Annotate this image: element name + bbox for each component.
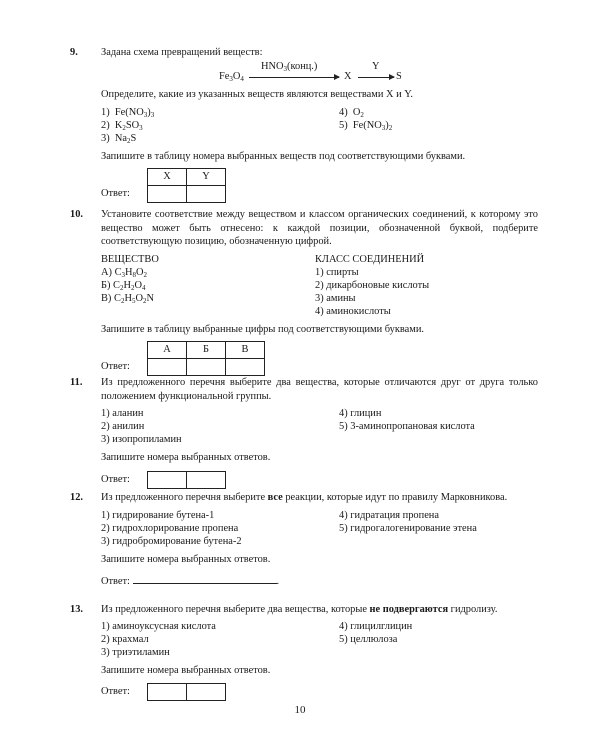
answer-row [101, 341, 538, 376]
answer-end: . [276, 576, 280, 588]
answer-cell-2[interactable] [187, 471, 226, 489]
option-5: 5) $Fe(NO_3)_2$ [339, 119, 393, 132]
match-row [101, 305, 538, 318]
answer-header-b: Б [187, 342, 226, 359]
option-row [101, 407, 538, 420]
answer-line[interactable] [133, 573, 277, 584]
scheme-arrow-2 [358, 77, 394, 78]
option-row [101, 522, 538, 535]
answer-label: Ответ: [101, 473, 130, 485]
question-number: 12. [70, 492, 83, 503]
question-body [101, 208, 538, 376]
answer-cell-2[interactable] [187, 683, 226, 701]
answer-row [101, 471, 538, 489]
answer-table [147, 168, 226, 203]
option-4: 4) $O_2$ [339, 106, 364, 119]
option-3: 3) триэтиламин [101, 646, 170, 658]
match-row [101, 279, 538, 292]
question-number: 9. [70, 47, 78, 58]
match-headers [101, 253, 538, 266]
answer-boxes [147, 471, 226, 489]
answer-instruction: Запишите номера выбранных ответов. [101, 664, 271, 676]
answer-cell-c[interactable] [226, 359, 265, 376]
substance-a: А) $C_3H_8O_2$ [101, 266, 148, 279]
scheme-x: X [344, 71, 352, 82]
answer-cell-1[interactable] [147, 683, 187, 701]
question-prompt: Из предложенного перечня выберите два вещества, которые отличаются друг от друга только положением функциональной группы. [101, 377, 538, 402]
substance-c: В) $C_2H_5O_2N$ [101, 292, 154, 305]
option-3: 3) $Na_2S$ [101, 132, 137, 145]
option-row [101, 535, 538, 548]
answer-cell-y[interactable] [187, 186, 226, 203]
answer-cell-1[interactable] [147, 471, 187, 489]
option-row [101, 620, 538, 633]
scheme-start: $Fe_3O_4$ [219, 71, 244, 83]
option-row [101, 509, 538, 522]
question-prompt: Задана схема превращений веществ: [101, 47, 263, 58]
answer-instruction: Запишите номера выбранных ответов. [101, 452, 271, 464]
option-row [101, 106, 538, 119]
option-5: 5) гидрогалогенирование этена [339, 522, 477, 534]
match-row [101, 292, 538, 305]
option-3: 3) гидробромирование бутена-2 [101, 535, 242, 547]
question-number: 13. [70, 604, 83, 615]
scheme-reagent-1: $HNO_3(конц.)$ [261, 61, 318, 73]
reaction-scheme [0, 60, 600, 82]
answer-table [147, 341, 265, 376]
class-1: 1) спирты [315, 266, 359, 278]
answer-cell-a[interactable] [148, 359, 187, 376]
class-2: 2) дикарбоновые кислоты [315, 279, 430, 291]
answer-boxes [147, 683, 226, 701]
answer-label: Ответ: [101, 576, 130, 588]
answer-row [101, 573, 538, 589]
answer-cell-b[interactable] [187, 359, 226, 376]
scheme-reagent-2: Y [372, 61, 380, 72]
option-1: 1) гидрирование бутена-1 [101, 509, 215, 521]
question-body [101, 46, 538, 60]
substance-b: Б) $C_2H_2O_4$ [101, 279, 146, 292]
option-4: 4) глицилглицин [339, 620, 413, 632]
option-row [101, 646, 538, 659]
answer-label: Ответ: [101, 360, 130, 372]
option-5: 5) целлюлоза [339, 633, 398, 645]
question-body [101, 376, 538, 489]
answer-cell-x[interactable] [148, 186, 187, 203]
question-text: Определите, какие из указанных веществ являются веществами X и Y. [101, 89, 414, 100]
answer-row [101, 683, 538, 701]
option-1: 1) $Fe(NO_3)_3$ [101, 106, 155, 119]
question-number: 10. [70, 209, 83, 220]
page-number: 10 [294, 704, 306, 716]
option-row [101, 433, 538, 446]
question-body [101, 491, 538, 589]
option-row [101, 633, 538, 646]
answer-header-c: В [226, 342, 265, 359]
question-body [101, 603, 538, 701]
class-4: 4) аминокислоты [315, 305, 391, 317]
match-row [101, 266, 538, 279]
answer-instruction: Запишите номера выбранных ответов. [101, 553, 271, 565]
scheme-arrow-1 [249, 77, 339, 78]
scheme-end: S [396, 71, 402, 82]
answer-instruction: Запишите в таблицу выбранные цифры под соответствующими буквами. [101, 323, 425, 335]
substance-header: ВЕЩЕСТВО [101, 253, 159, 265]
option-2: 2) крахмал [101, 633, 149, 645]
answer-instruction: Запишите в таблицу номера выбранных веществ под соответствующими буквами. [101, 150, 466, 162]
option-1: 1) аминоуксусная кислота [101, 620, 216, 632]
answer-label: Ответ: [101, 686, 130, 698]
option-2: 2) гидрохлорирование пропена [101, 522, 239, 534]
answer-label: Ответ: [101, 187, 130, 199]
option-row [101, 420, 538, 433]
question-body-2 [101, 88, 538, 203]
answer-row [101, 168, 538, 203]
question-prompt: Из предложенного перечня выберите два вещества, которые не подвергаются гидролизу. [101, 604, 498, 615]
option-row [101, 119, 538, 132]
option-2: 2) анилин [101, 421, 145, 433]
answer-header-a: А [148, 342, 187, 359]
option-4: 4) глицин [339, 408, 382, 420]
option-3: 3) изопропиламин [101, 434, 182, 446]
answer-header-x: X [148, 169, 187, 186]
option-2: 2) $K_2SO_3$ [101, 119, 143, 132]
class-header: КЛАСС СОЕДИНЕНИЙ [315, 253, 425, 265]
option-1: 1) аланин [101, 408, 144, 420]
answer-header-y: Y [187, 169, 226, 186]
option-4: 4) гидратация пропена [339, 509, 439, 521]
class-3: 3) амины [315, 292, 356, 304]
option-row [101, 132, 538, 145]
question-number: 11. [70, 377, 83, 388]
option-5: 5) 3-аминопропановая кислота [339, 421, 475, 433]
question-prompt: Из предложенного перечня выберите все реакции, которые идут по правилу Марковникова. [101, 492, 508, 503]
question-prompt: Установите соответствие между веществом и классом органических соединений, к которому это вещество может быть отнесено: к каждой позиции, обозначенной буквой, подберите соответствующую позицию, обозначенную цифрой. [101, 209, 538, 248]
